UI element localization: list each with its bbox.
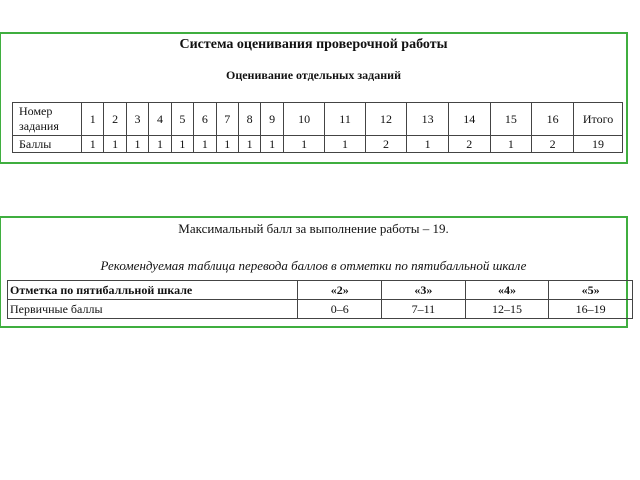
total-header: Итого bbox=[574, 103, 623, 136]
scoring-system-panel bbox=[0, 32, 628, 164]
score-cell: 1 bbox=[283, 136, 325, 153]
page-title: Система оценивания проверочной работы bbox=[179, 37, 448, 52]
task-number-cell: 11 bbox=[325, 103, 365, 136]
score-cell: 2 bbox=[532, 136, 574, 153]
max-score-text: Максимальный балл за выполнение работы – 19. bbox=[178, 221, 449, 236]
score-range-cell: 12–15 bbox=[465, 300, 549, 319]
score-range-cell: 16–19 bbox=[549, 300, 633, 319]
grade-cell: «5» bbox=[549, 281, 633, 300]
total-value: 19 bbox=[574, 136, 623, 153]
task-number-cell: 13 bbox=[407, 103, 449, 136]
score-cell: 1 bbox=[126, 136, 148, 153]
score-cell: 1 bbox=[194, 136, 216, 153]
task-number-cell: 16 bbox=[532, 103, 574, 136]
task-number-cell: 15 bbox=[490, 103, 532, 136]
score-cell: 2 bbox=[365, 136, 407, 153]
task-number-cell: 2 bbox=[104, 103, 126, 136]
scores-header: Баллы bbox=[13, 136, 82, 153]
task-scores-table bbox=[12, 102, 623, 153]
grade-header-row bbox=[8, 281, 633, 300]
task-number-cell: 7 bbox=[216, 103, 238, 136]
scores-row bbox=[13, 136, 623, 153]
score-cell: 1 bbox=[104, 136, 126, 153]
score-range-cell: 7–11 bbox=[382, 300, 466, 319]
score-cell: 1 bbox=[407, 136, 449, 153]
grade-conversion-panel bbox=[0, 216, 628, 328]
primary-scores-row bbox=[8, 300, 633, 319]
primary-scores-label: Первичные баллы bbox=[8, 300, 298, 319]
grade-cell: «4» bbox=[465, 281, 549, 300]
task-number-cell: 9 bbox=[261, 103, 283, 136]
score-cell: 1 bbox=[238, 136, 260, 153]
score-cell: 1 bbox=[82, 136, 104, 153]
score-cell: 1 bbox=[149, 136, 171, 153]
task-number-row bbox=[13, 103, 623, 136]
grade-conversion-table bbox=[7, 280, 633, 319]
score-range-cell: 0–6 bbox=[298, 300, 382, 319]
score-cell: 2 bbox=[448, 136, 490, 153]
section-subtitle: Оценивание отдельных заданий bbox=[225, 68, 401, 82]
task-number-cell: 5 bbox=[171, 103, 193, 136]
score-cell: 1 bbox=[325, 136, 365, 153]
grade-cell: «3» bbox=[382, 281, 466, 300]
task-number-cell: 14 bbox=[448, 103, 490, 136]
score-cell: 1 bbox=[490, 136, 532, 153]
task-number-cell: 1 bbox=[82, 103, 104, 136]
task-number-header: Номер задания bbox=[13, 103, 82, 136]
task-number-cell: 6 bbox=[194, 103, 216, 136]
task-number-cell: 3 bbox=[126, 103, 148, 136]
score-cell: 1 bbox=[216, 136, 238, 153]
task-number-cell: 10 bbox=[283, 103, 325, 136]
task-number-cell: 4 bbox=[149, 103, 171, 136]
score-cell: 1 bbox=[171, 136, 193, 153]
score-cell: 1 bbox=[261, 136, 283, 153]
grade-cell: «2» bbox=[298, 281, 382, 300]
task-number-cell: 8 bbox=[238, 103, 260, 136]
grade-scale-header: Отметка по пятибалльной шкале bbox=[8, 281, 298, 300]
task-number-cell: 12 bbox=[365, 103, 407, 136]
recommendation-caption: Рекомендуемая таблица перевода баллов в отметки по пятибалльной шкале bbox=[100, 258, 527, 273]
